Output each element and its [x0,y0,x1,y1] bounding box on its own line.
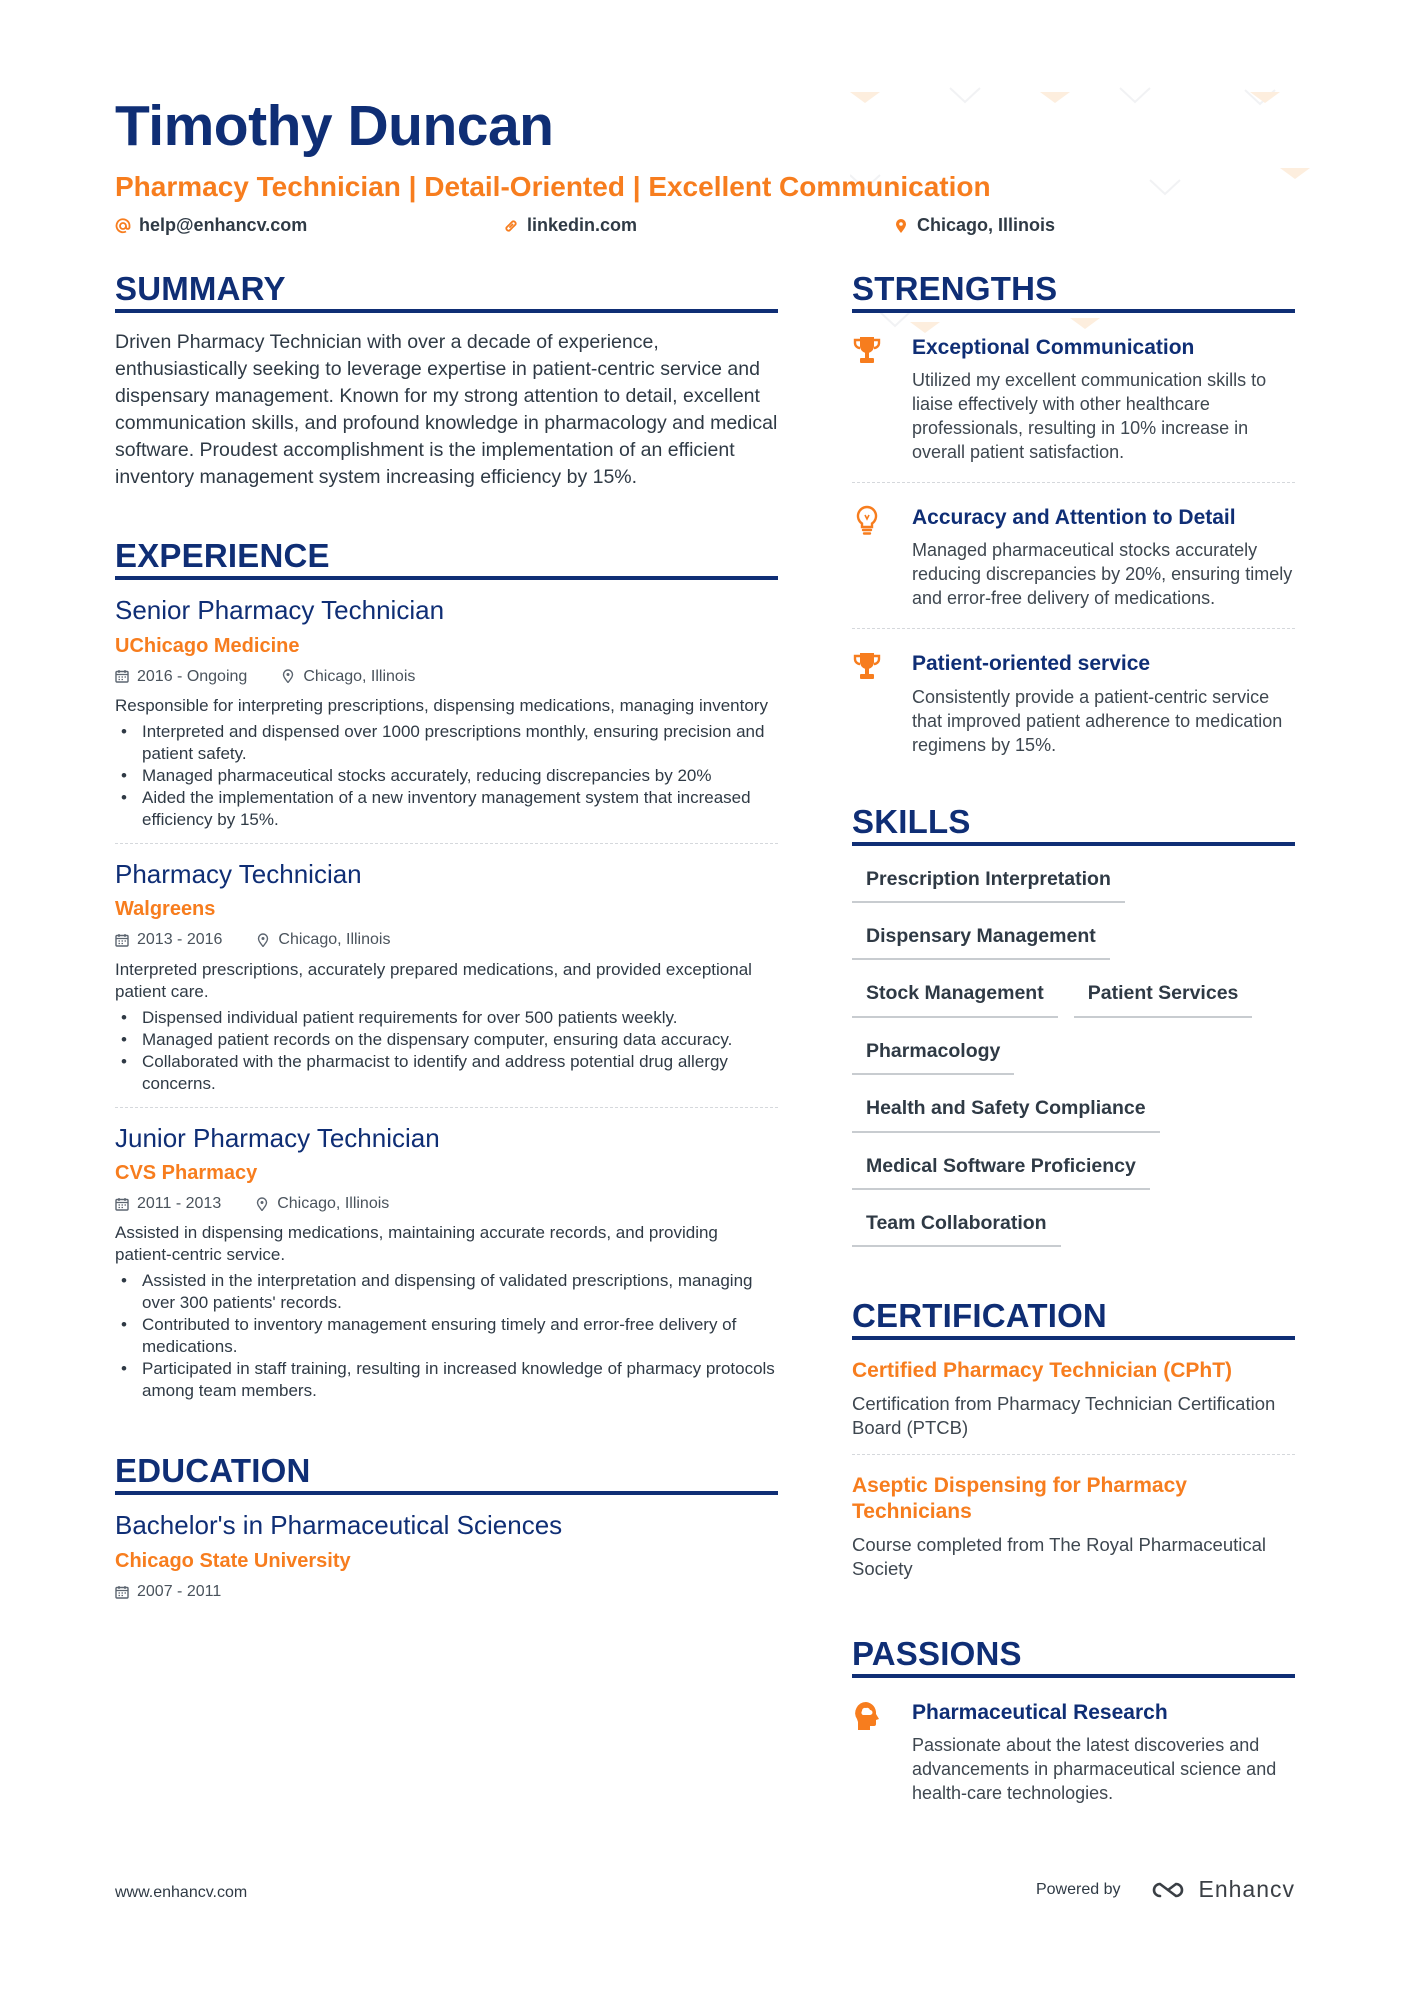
brain-head-icon [852,1700,882,1732]
location-pin-icon [255,1197,269,1211]
company-name: CVS Pharmacy [115,1162,258,1185]
summary-section [115,272,778,491]
job-bullet: • Interpreted and dispensed over 1000 prescriptions monthly, ensuring precision and patient safety. [115,721,778,765]
job-bullet: • Aided the implementation of a new inventory management system that increased efficiency by 15%. [115,787,778,831]
summary-text: Driven Pharmacy Technician with over a decade of experience, enthusiastically seeking to leverage expertise in patient-centric service and dispensary management. Known for my strong attention to detail, excellent communication skills, and profound knowledge in pharmacology and medical software. Proudest accomplishment is the implementation of an efficient inventory management system increasing efficiency by 15%. [115,331,778,488]
experience-item [115,580,778,844]
contact-email-text: help@enhancv.com [139,215,308,235]
strength-title: Accuracy and Attention to Detail [912,506,1236,530]
enhancv-logo[interactable] [1146,1876,1295,1903]
job-dates: 2013 - 2016 [137,931,223,949]
summary-heading: SUMMARY [115,272,778,313]
job-bullet: • Participated in staff training, resulting in increased knowledge of pharmacy protocols among team members. [115,1358,778,1402]
certification-description: Course completed from The Royal Pharmaceutical Society [852,1534,1267,1580]
job-bullet: • Managed pharmaceutical stocks accurately, reducing discrepancies by 20% [115,765,778,787]
powered-by-label: Powered by [1035,1880,1121,1898]
enhancv-logo-text: Enhancv [1198,1876,1295,1902]
calendar-icon [115,1585,129,1599]
school-name: Chicago State University [115,1549,351,1572]
footer-website[interactable]: www.enhancv.com [115,1884,248,1901]
job-location: Chicago, Illinois [278,931,391,949]
job-location: Chicago, Illinois [277,1195,390,1213]
company-name: Walgreens [115,898,216,921]
experience-heading: EXPERIENCE [115,539,778,580]
resume-header [115,94,1295,241]
job-description: Responsible for interpreting prescriptions, dispensing medications, managing inventory [115,695,768,715]
job-bullet: • Collaborated with the pharmacist to identify and address potential drug allergy concerns. [115,1051,778,1095]
at-icon [115,218,131,234]
strength-item [852,629,1295,774]
contact-row [115,215,1295,241]
passion-title: Pharmaceutical Research [912,1701,1168,1725]
enhancv-logo-icon [1146,1878,1190,1902]
job-meta [115,667,778,686]
job-bullets [115,1270,778,1402]
strength-description: Consistently provide a patient-centric service that improved patient adherence to medication regimens by 15%. [912,686,1283,755]
job-location: Chicago, Illinois [303,667,416,685]
strength-description: Utilized my excellent communication skills to liaise effectively with other healthcare professionals, resulting in 10% increase in overall patient satisfaction. [912,370,1267,463]
job-bullets [115,721,778,831]
skill-tag: Patient Services [1074,978,1253,1017]
education-item [115,1495,778,1613]
education-heading: EDUCATION [115,1454,778,1495]
experience-item [115,1108,778,1415]
skills-section [852,802,1295,1266]
job-bullet: • Contributed to inventory management ensuring timely and error-free delivery of medications. [115,1314,778,1358]
strengths-section [852,272,1295,775]
job-dates: 2011 - 2013 [137,1195,222,1213]
calendar-icon [115,669,129,683]
candidate-name: Timothy Duncan [115,94,554,158]
job-bullets [115,1007,778,1095]
job-description: Interpreted prescriptions, accurately prepared medications, and provided exceptional patient care. [115,959,752,1001]
passions-heading: PASSIONS [852,1637,1295,1678]
education-meta [115,1582,778,1601]
degree-title: Bachelor's in Pharmaceutical Sciences [115,1510,563,1541]
experience-section [115,539,778,1414]
calendar-icon [115,1197,129,1211]
location-pin-icon [281,669,295,683]
job-meta [115,930,778,949]
skill-tag: Stock Management [852,978,1058,1017]
link-icon [503,218,519,234]
certification-title: Certified Pharmacy Technician (CPhT) [852,1359,1233,1383]
contact-linkedin[interactable] [503,215,637,236]
skills-heading: SKILLS [852,805,1295,846]
certification-item [852,1340,1295,1455]
certification-heading: CERTIFICATION [852,1299,1295,1340]
skill-tag: Medical Software Proficiency [852,1151,1150,1190]
trophy-icon [852,335,882,367]
left-column [115,272,778,1613]
job-bullet: • Managed patient records on the dispensary computer, ensuring data accuracy. [115,1029,778,1051]
strength-title: Patient-oriented service [912,652,1151,676]
passion-item [852,1678,1295,1823]
job-title: Senior Pharmacy Technician [115,595,445,625]
strength-title: Exceptional Communication [912,336,1195,359]
experience-item [115,844,778,1108]
education-dates: 2007 - 2011 [137,1582,222,1600]
skill-tag: Prescription Interpretation [852,864,1125,903]
right-column [852,272,1295,1823]
job-title: Junior Pharmacy Technician [115,1122,440,1153]
job-bullet: • Assisted in the interpretation and dispensing of validated prescriptions, managing over 300 patients' records. [115,1270,778,1314]
certification-title: Aseptic Dispensing for Pharmacy Technicians [852,1474,1187,1524]
skill-tag: Dispensary Management [852,921,1110,960]
strength-item [852,483,1295,629]
job-bullet: • Dispensed individual patient requirements for over 500 patients weekly. [115,1007,778,1029]
certification-item [852,1455,1295,1595]
company-name: UChicago Medicine [115,634,300,657]
strengths-heading: STRENGTHS [852,272,1295,313]
trophy-icon [852,651,882,683]
job-meta [115,1194,778,1213]
contact-location-text: Chicago, Illinois [917,215,1056,235]
skill-tag: Health and Safety Compliance [852,1093,1160,1132]
skills-list [852,864,1295,1266]
passion-description: Passionate about the latest discoveries and advancements in pharmaceutical science and health-care technologies. [912,1735,1277,1804]
certification-section [852,1299,1295,1595]
job-title: Pharmacy Technician [115,858,362,889]
skill-tag: Team Collaboration [852,1208,1061,1247]
strength-item [852,313,1295,483]
contact-location [893,215,1055,236]
location-pin-icon [256,933,270,947]
skill-tag: Pharmacology [852,1036,1014,1075]
job-description: Assisted in dispensing medications, maintaining accurate records, and providing patient-centric service. [115,1223,718,1265]
calendar-icon [115,933,129,947]
contact-email[interactable] [115,215,307,236]
strength-description: Managed pharmaceutical stocks accurately reducing discrepancies by 20%, ensuring timely and error-free delivery of medications. [912,540,1293,609]
passions-section [852,1637,1295,1823]
education-section [115,1454,778,1613]
contact-linkedin-text: linkedin.com [527,215,638,235]
candidate-tagline: Pharmacy Technician | Detail-Oriented | Excellent Communication [115,171,991,202]
certification-description: Certification from Pharmacy Technician Certification Board (PTCB) [852,1393,1276,1439]
location-pin-icon [893,218,909,234]
job-dates: 2016 - Ongoing [137,667,248,685]
footer-branding [1036,1876,1295,1903]
lightbulb-icon [852,505,882,537]
